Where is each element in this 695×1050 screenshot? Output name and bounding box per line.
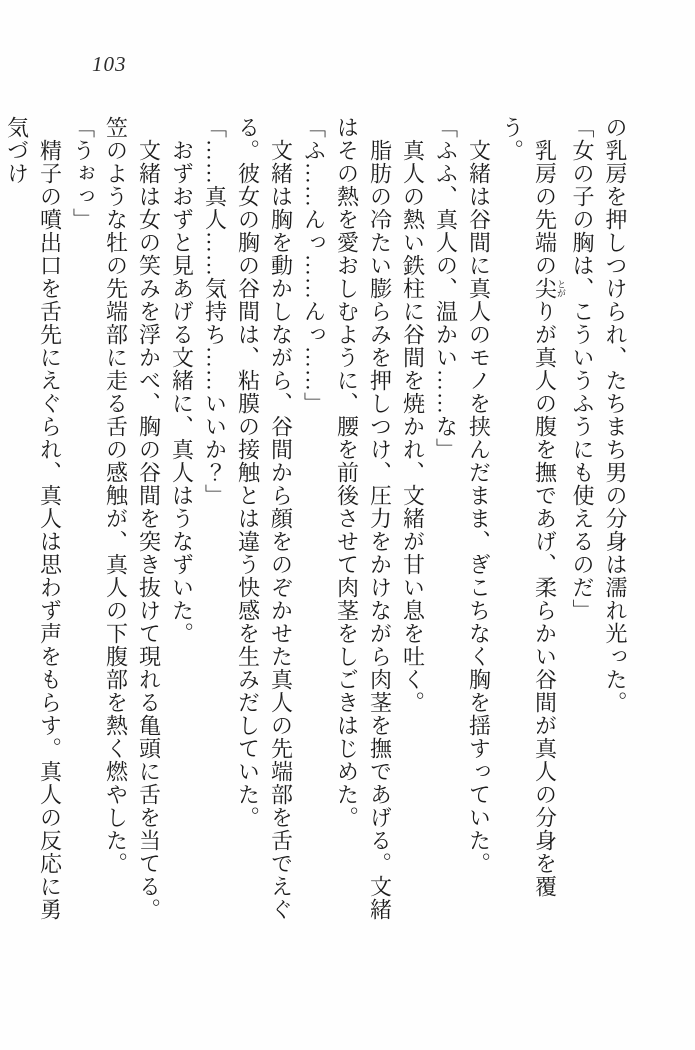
paragraph: 「ふ……んっ……んっ……」 — [301, 116, 327, 415]
paragraph: 「……真人……気持ち……いいか？」 — [202, 116, 228, 507]
paragraph: 文緒は谷間に真人のモノを挟んだまま、ぎこちなく胸を揺すっていた。 — [466, 139, 492, 875]
paragraph: 乳房の先端の尖とがりが真人の腹を撫であげ、柔らかい谷間が真人の分身を覆う。 — [499, 116, 566, 898]
ruby-annotated-text: 尖とが — [532, 277, 566, 300]
page-number: 103 — [92, 52, 127, 76]
paragraph: 「ふふ、真人の、温かい……な」 — [433, 116, 459, 461]
vertical-text-block — [4, 116, 632, 940]
paragraph: 精子の噴出口を舌先にえぐられ、真人は思わず声をもらす。真人の反応に勇気づけ — [4, 116, 63, 921]
paragraph: の乳房を押しつけられ、たちまち男の分身は濡れ光った。 — [603, 116, 628, 714]
paragraph: 脂肪の冷たい膨らみを押しつけ、圧力をかけながら肉茎を撫であげる。文緒はその熱を愛おしむように、腰を前後させて肉茎をしごきはじめた。 — [334, 116, 393, 921]
paragraph: 真人の熱い鉄柱に谷間を焼かれ、文緒が甘い息を吐く。 — [400, 139, 426, 714]
paragraph: 「女の子の胸は、こういうふうにも使えるのだ」 — [570, 116, 595, 622]
paragraph: 文緒は女の笑みを浮かべ、胸の谷間を突き抜けて現れる亀頭に舌を当てる。笠のような牡の先端部に走る舌の感触が、真人の下腹部を熱く燃やした。 — [103, 116, 162, 921]
paragraph: 文緒は胸を動かしながら、谷間から顔をのぞかせた真人の先端部を舌でえぐる。彼女の胸の谷間は、粘膜の接触とは違う快感を生みだしていた。 — [235, 116, 294, 921]
furigana: とが — [556, 277, 566, 300]
paragraph: おずおずと見あげる文緒に、真人はうなずいた。 — [169, 139, 195, 645]
paragraph: 「うぉっ」 — [70, 116, 96, 231]
